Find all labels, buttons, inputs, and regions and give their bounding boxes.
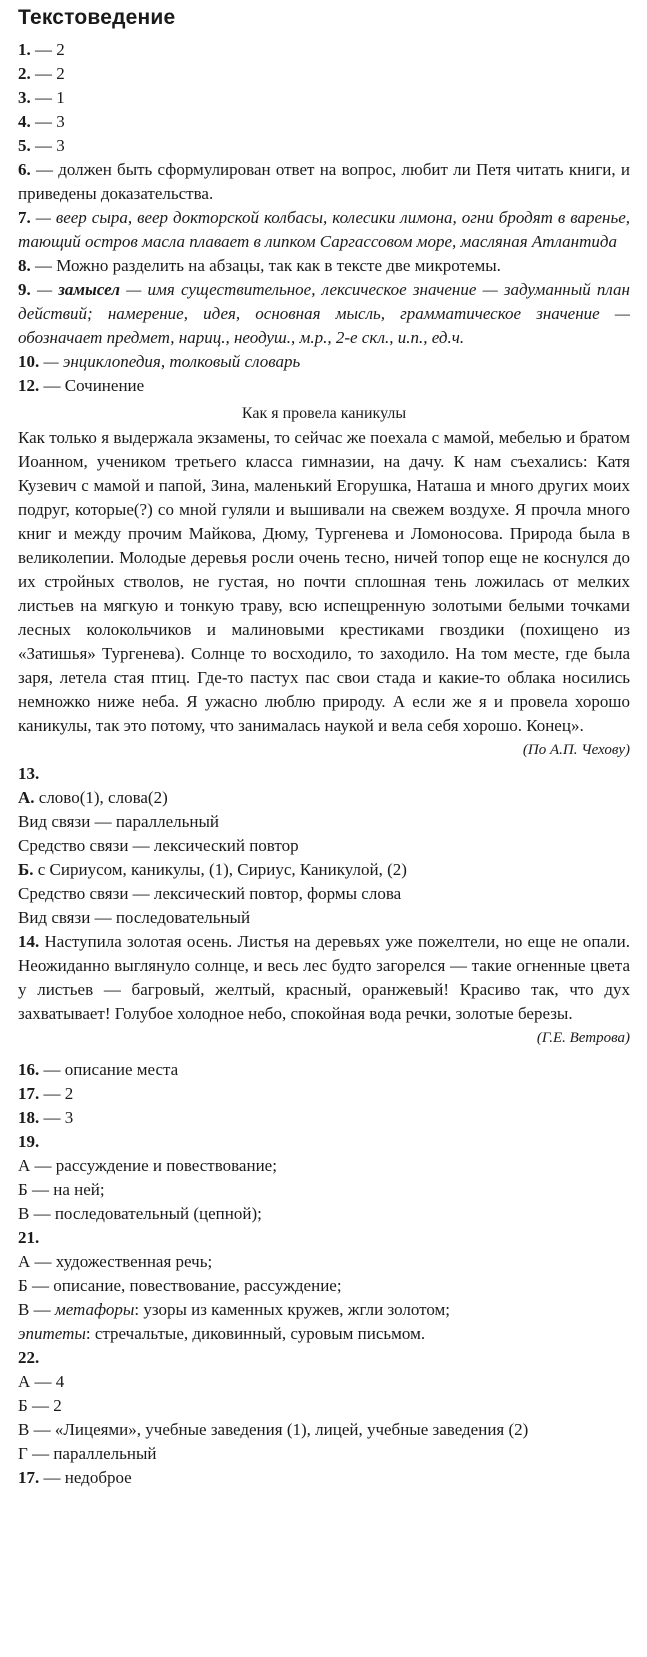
answer-13-label: А. [18,788,35,807]
answer-13-line: Вид связи — параллельный [18,812,220,831]
answer-5 [18,134,630,158]
answer-13-label: Б. [18,860,34,879]
answer-text: — 2 [30,64,65,83]
answer-text: — 2 [30,40,65,59]
answer-text: — должен быть сформулирован ответ на вопрос, любит ли Петя читать книги, и приведены доказательства. [18,160,630,203]
answer-number: 12. [18,376,40,395]
answer-3 [18,86,630,110]
answer-text: — энциклопедия, толковый словарь [39,352,301,371]
answer-text: — Можно разделить на абзацы, так как в тексте две микротемы. [30,256,501,275]
answer-8 [18,254,630,278]
answer-22-number: 22. [18,1348,40,1367]
answer-number: 16. [18,1060,40,1079]
answer-2 [18,62,630,86]
answer-14-source: (Г.Е. Ветрова) [536,1030,630,1046]
answer-19-line: А — рассуждение и повествование; [18,1156,277,1175]
page-title: Текстоведение [18,6,176,29]
answer-number: 1. [18,40,31,59]
answer-13-line [18,858,630,882]
answer-21-prefix: В — [18,1300,55,1319]
answer-text: — имя существительное, лексическое значение — задуманный план действий; намерение, идея, основная мысль, грамматическое значение — обозначает предмет, нариц., неодуш., м.р., 2-е скл., и.п., ед.ч. [18,280,630,347]
answer-number: 17. [18,1468,40,1487]
answer-21-term: эпитеты [18,1324,86,1343]
answer-21-line [18,1322,630,1346]
answer-text: — 2 [39,1084,74,1103]
answer-10 [18,350,630,374]
answer-16 [18,1058,630,1082]
answer-22-line: В — «Лицеями», учебные заведения (1), лицей, учебные заведения (2) [18,1420,529,1439]
answer-number: 7. [18,208,31,227]
essay-source: (По А.П. Чехову) [522,742,630,758]
answer-17-second [18,1466,630,1490]
answer-number: 17. [18,1084,40,1103]
answer-13-text: с Сириусом, каникулы, (1), Сириус, Каникулой, (2) [33,860,407,879]
answer-text: Наступила золотая осень. Листья на деревьях уже пожелтели, но еще не опали. Неожиданно выглянуло солнце, и весь лес будто загорелся — такие огненные цвета у листьев — багровый, желтый, красный, оранжевый! Красиво так, что дух захватывает! Голубое холодное небо, спокойная вода речки, золотые березы. [18,932,630,1023]
answer-13-line: Средство связи — лексический повтор [18,836,299,855]
answer-17 [18,1082,630,1106]
answer-22-line: Б — 2 [18,1396,62,1415]
answer-4 [18,110,630,134]
answer-number: 9. [18,280,31,299]
answer-19-number: 19. [18,1132,40,1151]
answer-number: 6. [18,160,31,179]
answer-text: — 3 [30,112,65,131]
answer-number: 18. [18,1108,40,1127]
answer-number: 2. [18,64,31,83]
answer-number: 14. [18,932,40,951]
answer-21-term: метафоры [54,1300,135,1319]
answer-number: 4. [18,112,31,131]
answer-number: 10. [18,352,40,371]
answer-13-line: Средство связи — лексический повтор, формы слова [18,884,402,903]
answer-22-line: А — 4 [18,1372,65,1391]
answer-13-line [18,786,630,810]
answer-18 [18,1106,630,1130]
answer-number: 8. [18,256,31,275]
answer-text: — 3 [39,1108,74,1127]
answer-number: 3. [18,88,31,107]
answer-text: — недоброе [39,1468,132,1487]
answer-19-line: Б — на ней; [18,1180,105,1199]
answer-text: — веер сыра, веер докторской колбасы, колесики лимона, огни бродят в варенье, тающий остров масла плавает в липком Саргассовом море, масляная Атлантида [18,208,630,251]
answer-text: — 3 [30,136,65,155]
answer-14 [18,930,630,1026]
answer-13-line: Вид связи — последовательный [18,908,251,927]
answer-22-line: Г — параллельный [18,1444,157,1463]
answer-13-number: 13. [18,764,40,783]
answer-text: — Сочинение [39,376,145,395]
answer-13-text: слово(1), слова(2) [34,788,168,807]
answer-6 [18,158,630,206]
essay-body: Как только я выдержала экзамены, то сейчас же поехала с мамой, мебелью и братом Иоанном, учеником третьего класса гимназии, на дачу. К нам съехались: Катя Кузевич с мамой и папой, Зина, маленький Егорушка, Наташа и много других моих подруг, которые(?) со мной гуляли и вышивали на свежем воздухе. Я прочла много книг и между прочим Майкова, Дюму, Тургенева и Ломоносова. Природа была в великолепии. Молодые деревья росли очень тесно, ничей топор еще не коснулся до их стройных стволов, не густая, но почти сплошная тень ложилась от мелких листьев на мягкую и тонкую траву, всю испещренную золотыми белыми точками лесных колокольчиков и малиновыми крестиками гвоздики (похищено из «Затишья» Тургенева). Солнце то восходило, то заходило. На том месте, где была заря, летела стая птиц. Где-то пастух пас свои стада и какие-то облака носились немножко ниже неба. Я ужасно люблю природу. А если же я и провела хорошо каникулы, так это потому, что занималась наукой и вела себя хорошо. Конец». [18,428,630,735]
answer-12 [18,374,630,398]
answer-page [18,6,630,1490]
answer-7 [18,206,630,254]
answer-21-line: Б — описание, повествование, рассуждение; [18,1276,342,1295]
answer-1 [18,38,630,62]
answer-text: — 1 [30,88,65,107]
answer-21-number: 21. [18,1228,40,1247]
answer-text: — описание места [39,1060,179,1079]
answer-21-line: А — художественная речь; [18,1252,213,1271]
answer-21-line [18,1298,630,1322]
answer-21-text: : узоры из каменных кружев, жгли золотом; [134,1300,451,1319]
essay-title: Как я провела каникулы [241,405,407,422]
answer-19-line: В — последовательный (цепной); [18,1204,262,1223]
answer-number: 5. [18,136,31,155]
answer-term: замысел [58,280,120,299]
answer-21-text: : стречальтые, диковинный, суровым письмом. [85,1324,426,1343]
answer-9 [18,278,630,350]
answer-dash: — [30,280,59,299]
